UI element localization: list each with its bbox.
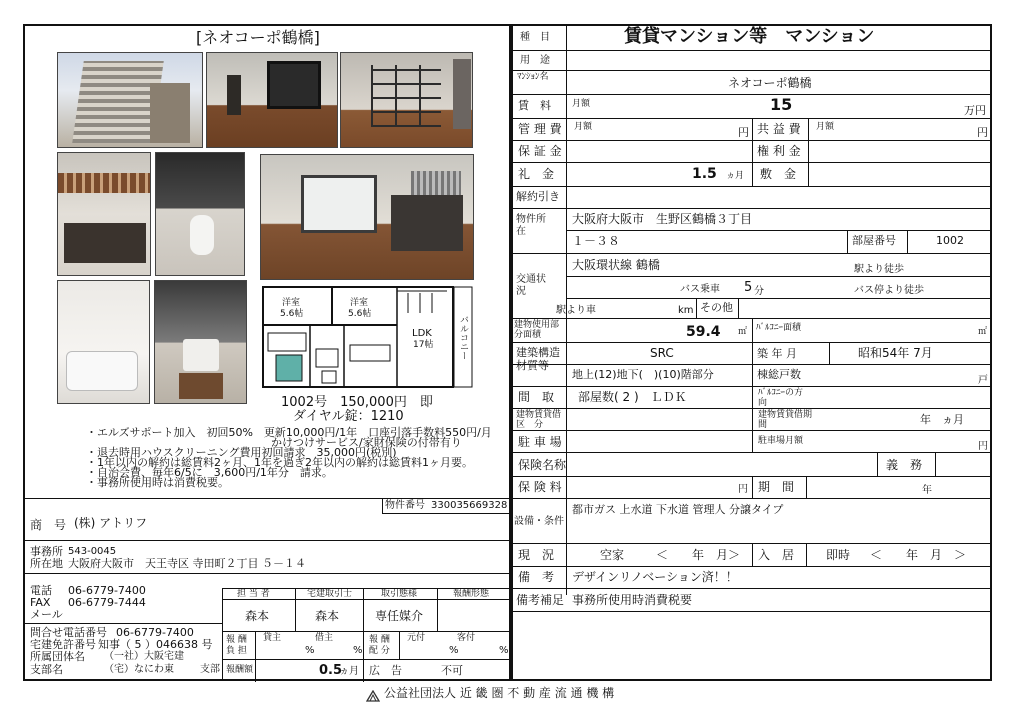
photo-ldk-2 (260, 154, 474, 280)
area-label: 建物使用部分面積 (514, 320, 560, 340)
branch-suffix: 支部 (200, 664, 220, 675)
yoto-label: 用 途 (520, 55, 550, 66)
kyoeki-label: 共 益 費 (757, 122, 801, 136)
setsubi-value: 都市ガス 上水道 下水道 管理人 分譲タイプ (572, 503, 784, 516)
bus-minutes: 5 (744, 280, 753, 295)
biko2-value: 事務所使用時消費税要 (572, 593, 693, 607)
room-number-label: 部屋番号 (852, 234, 896, 247)
parking-fee-label: 駐車場月額 (758, 436, 804, 446)
license-number: 知事（ 5 ）046638 号 (98, 638, 213, 651)
building-title: [ネオコーポ鶴橋] (196, 28, 320, 47)
staff-taiyo: 専任媒介 (375, 609, 424, 623)
balcony-direction-label: ﾊﾞﾙｺﾆｰの方 向 (758, 388, 813, 408)
floorplan-balcony-label: バルコニー (458, 315, 468, 360)
note-line: ・エルズサポート加入 初回50% 更新10,000円/1年 口座引落手数料550円/月 (86, 426, 492, 439)
genkyo-date: ＜ 年 月＞ (656, 548, 741, 562)
fee-lessor-label: 貸主 (263, 633, 282, 643)
notes (86, 428, 492, 488)
kaiyaku-label: 解約引き (516, 190, 560, 203)
sokosu-label: 棟総戸数 (757, 368, 801, 381)
station-walk-label: 駅より徒歩 (854, 264, 904, 275)
fee-amount: 0.5 (319, 663, 343, 678)
shumoku-value: 賃貸マンション等 マンション (624, 26, 875, 47)
ad-label: 広 告 (369, 664, 402, 677)
chiku-label: 築 年 月 (757, 347, 797, 360)
fee-lessee-pct: % (353, 645, 363, 656)
floorplan-ldk-label: LDK (412, 328, 432, 339)
fee-motozuke-label: 元付 (407, 633, 426, 643)
group-name: （一社）大阪宅建 (104, 651, 184, 662)
floorplan-room1-label: 洋室 (282, 298, 301, 308)
chiku-value: 昭和54年 7月 (858, 346, 933, 360)
hosho-label: 保 証 金 (518, 144, 562, 158)
room-number: 1002 (936, 234, 964, 247)
staff-header-keitai: 報酬形態 (453, 589, 490, 599)
inquiry-label: 問合せ電話番号 (30, 626, 107, 639)
kotsu-label: 交通状況 (516, 274, 546, 297)
floorplan-room2-size: 5.6帖 (348, 309, 372, 319)
fax-number: 06-6779-7444 (68, 596, 146, 609)
km-unit: km (678, 305, 694, 316)
madori-label: 間 取 (518, 390, 555, 404)
office-label: 事務所 (30, 545, 63, 558)
ad-value: 不可 (441, 664, 463, 677)
company-address: 大阪府大阪市 天王寺区 寺田町２丁目 ５－１４ (68, 557, 306, 570)
shiki-label: 敷 金 (760, 167, 797, 181)
floorplan-room1-size: 5.6帖 (280, 309, 304, 319)
lease-type-label: 建物賃貸借区 分 (516, 410, 562, 430)
bukken-label: 物件番号 (385, 500, 425, 511)
photo-ldk-1 (206, 52, 338, 148)
lease-period-label: 建物賃貸借期 間 (758, 410, 822, 430)
floorplan-ldk-size: 17帖 (413, 340, 434, 350)
mail-label: メール (30, 608, 63, 621)
biko2-label: 備考補足 (516, 593, 565, 607)
tel-number: 06-6779-7400 (68, 584, 146, 597)
kanri-sub: 月額 (574, 122, 593, 132)
nyukyo-value: 即時 (826, 548, 851, 562)
reikin-label: 礼 金 (518, 167, 555, 181)
mansion-name: ネオコーポ鶴橋 (728, 76, 812, 90)
bus-unit: 分 (754, 286, 764, 297)
balcony-area-unit: ㎡ (978, 327, 988, 337)
fee-kyakuzuke-label: 客付 (457, 633, 476, 643)
rent-sub: 月額 (572, 99, 591, 109)
staff-table (222, 588, 511, 681)
parking-label: 駐 車 場 (518, 435, 562, 449)
kyoeki-unit: 円 (977, 126, 988, 139)
train-line: 大阪環状線 鶴橋 (572, 258, 660, 272)
note-line: ・事務所使用時は消費税要。 (86, 476, 229, 489)
bus-stop-walk-label: バス停より徒歩 (854, 285, 924, 296)
dial-line: ダイヤル錠：1210 (293, 409, 404, 424)
floorplan-room2-label: 洋室 (350, 298, 369, 308)
company-name: (株) アトリフ (74, 516, 148, 530)
sokosu-unit: 戸 (978, 375, 988, 386)
fee-split-label: 報 酬 配 分 (369, 635, 390, 656)
fee-lessee-label: 借主 (315, 633, 334, 643)
fee-amount-label: 報酬額 (226, 665, 254, 675)
reikin-value: 1.5 (692, 166, 717, 182)
sonota-label: その他 (700, 301, 733, 314)
insurance-duty-label: 義 務 (886, 458, 923, 472)
parking-unit: 円 (978, 441, 988, 452)
location-line2: １－３８ (572, 234, 621, 248)
genkyo-value: 空家 (600, 548, 625, 562)
note-line: かけつけサービス/家財保険の付帯有り (271, 436, 462, 449)
bukken-number-box (382, 498, 511, 514)
insurance-period-label: 期 間 (758, 480, 795, 494)
genkyo-label: 現 況 (518, 548, 555, 562)
kozo-label: 建築構造材質等 (516, 346, 560, 372)
photo-toilet (155, 152, 245, 276)
note-line: ・自治会費、毎年6/5に 3,600円/1年分 請求。 (86, 466, 333, 479)
fee-burden-label: 報 酬 負 担 (226, 635, 247, 656)
insurance-fee-unit: 円 (738, 484, 748, 495)
shumoku-label: 種 目 (520, 32, 550, 43)
fax-label: FAX (30, 596, 51, 609)
bus-label: バス乗車 (680, 284, 720, 295)
rent-unit: 万円 (964, 104, 986, 117)
photo-exterior (57, 52, 203, 148)
insurance-name-label: 保険名称 (518, 458, 567, 472)
license-label: 宅建免許番号 (30, 638, 96, 651)
mansion-name-label: ﾏﾝｼｮﾝ名 (517, 72, 549, 82)
insurance-period-unit: 年 (922, 485, 932, 496)
staff-header-taiyo: 取引態様 (381, 589, 418, 599)
note-line: ・退去時用ハウスクリーニング費用初回請求 35,000円(税別) (86, 446, 397, 459)
photo-bath (57, 280, 150, 404)
rent-value: 15 (770, 95, 793, 114)
lease-period-value: 年 ヵ月 (920, 413, 964, 426)
tel-label: 電話 (30, 584, 52, 597)
station-car-label: 駅より車 (556, 305, 596, 316)
unit-line: 1002号 150,000円 即 (281, 395, 433, 410)
group-label: 所属団体名 (30, 650, 85, 663)
area-unit: ㎡ (738, 327, 748, 337)
address-label: 所在地 (30, 557, 63, 570)
biko-value: デザインリノベーション済！！ (572, 570, 738, 584)
floors-value: 地上(12)地下( )(10)階部分 (572, 368, 714, 381)
reikin-unit: ヵ月 (726, 171, 745, 181)
madori-value: 部屋数( 2 ) ＬＤＫ (578, 390, 687, 404)
staff-header-tanto: 担 当 者 (237, 589, 270, 599)
fee-motozuke-pct: % (449, 645, 459, 656)
area-value: 59.4 (686, 324, 721, 340)
fee-amount-unit: ヵ月 (339, 666, 359, 677)
fee-kyakuzuke-pct: % (499, 645, 509, 656)
company-label: 商 号 (30, 518, 67, 532)
photo-shelves (340, 52, 473, 148)
kyoeki-sub: 月額 (816, 122, 835, 132)
nyukyo-label: 入 居 (758, 548, 795, 562)
staff-torihikishi: 森本 (315, 609, 340, 623)
inquiry-tel: 06-6779-7400 (116, 626, 194, 639)
kozo-value: SRC (650, 346, 674, 360)
bukken-number: 330035669328 (431, 500, 508, 511)
postal-code: 543-0045 (68, 546, 117, 557)
branch-label: 支部名 (30, 663, 63, 676)
insurance-fee-label: 保 険 料 (518, 480, 562, 494)
kenri-label: 権 利 金 (757, 144, 801, 158)
footer-organization: 公益社団法人 近 畿 圏 不 動 産 流 通 機 構 (384, 686, 615, 700)
staff-tanto: 森本 (245, 609, 270, 623)
photo-washroom (154, 280, 247, 404)
rent-label: 賃 料 (518, 99, 551, 112)
footer-logo-icon (366, 687, 380, 699)
nyukyo-date: ＜ 年 月 ＞ (870, 548, 967, 562)
floorplan (262, 285, 474, 391)
staff-header-torihikishi: 宅建取引士 (307, 589, 353, 599)
kanri-unit: 円 (738, 126, 749, 139)
location-line1: 大阪府大阪市 生野区鶴橋３丁目 (572, 212, 753, 226)
photo-kitchen (57, 152, 151, 276)
setsubi-label: 設備・条件 (514, 516, 564, 527)
fee-lessor-pct: % (305, 645, 315, 656)
note-line: ・1年以内の解約は総賃料2ヶ月、1年を過ぎ2年以内の解約は総賃料1ヶ月要。 (86, 456, 473, 469)
balcony-area-label: ﾊﾞﾙｺﾆｰ面積 (756, 323, 802, 333)
biko-label: 備 考 (518, 570, 555, 584)
kanri-label: 管 理 費 (518, 122, 562, 136)
branch-name: （宅）なにわ東 (104, 664, 174, 675)
location-label: 物件所在 (516, 214, 546, 237)
